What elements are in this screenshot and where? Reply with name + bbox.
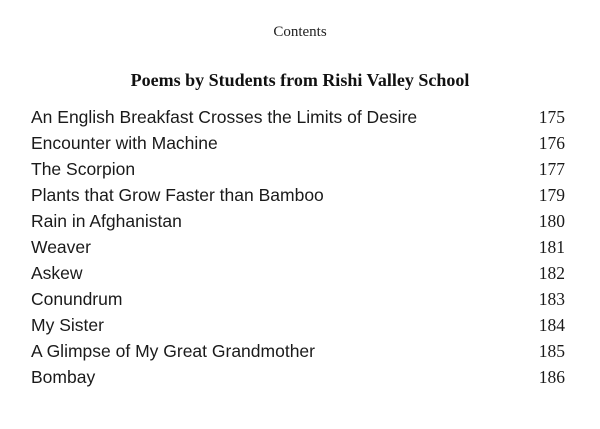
toc-entry-page-number: 182 [538, 263, 565, 283]
toc-entry-page-number: 186 [538, 367, 565, 387]
toc-entry [31, 182, 565, 208]
toc-entry-title: The Scorpion [31, 159, 136, 179]
toc-entry-page-number: 177 [538, 159, 565, 179]
toc-entry-title: A Glimpse of My Great Grandmother [31, 341, 315, 361]
toc-entry-page-number: 180 [538, 211, 565, 231]
toc-entry [31, 208, 565, 234]
toc-entry [31, 130, 565, 156]
toc-entry [31, 234, 565, 260]
toc-entry [31, 260, 565, 286]
toc-entry [31, 312, 565, 338]
toc-entry-page-number: 183 [538, 289, 565, 309]
toc-entry-title: My Sister [31, 315, 104, 335]
toc-entry-title: Rain in Afghanistan [31, 211, 182, 231]
toc-entry-page-number: 175 [538, 107, 565, 127]
toc-entry-page-number: 181 [538, 237, 565, 257]
toc-entry-title: Conundrum [31, 289, 123, 309]
toc-entry [31, 156, 565, 182]
page-header: Contents [273, 24, 327, 40]
toc-entry-title: Bombay [31, 367, 96, 387]
section-title: Poems by Students from Rishi Valley School [130, 70, 470, 90]
toc-entry-page-number: 185 [538, 341, 565, 361]
toc-entry-title: Askew [31, 263, 83, 283]
toc-entry-page-number: 176 [538, 133, 565, 153]
toc-entry [31, 286, 565, 312]
toc-entry-title: Plants that Grow Faster than Bamboo [31, 185, 324, 205]
toc-entry [31, 338, 565, 364]
toc-entry [31, 364, 565, 390]
table-of-contents [31, 104, 565, 390]
toc-entry-page-number: 184 [538, 315, 565, 335]
toc-entry [31, 104, 565, 130]
toc-entry-title: An English Breakfast Crosses the Limits of Desire [31, 107, 418, 127]
toc-entry-page-number: 179 [538, 185, 565, 205]
toc-entry-title: Encounter with Machine [31, 133, 218, 153]
toc-entry-title: Weaver [31, 237, 91, 257]
